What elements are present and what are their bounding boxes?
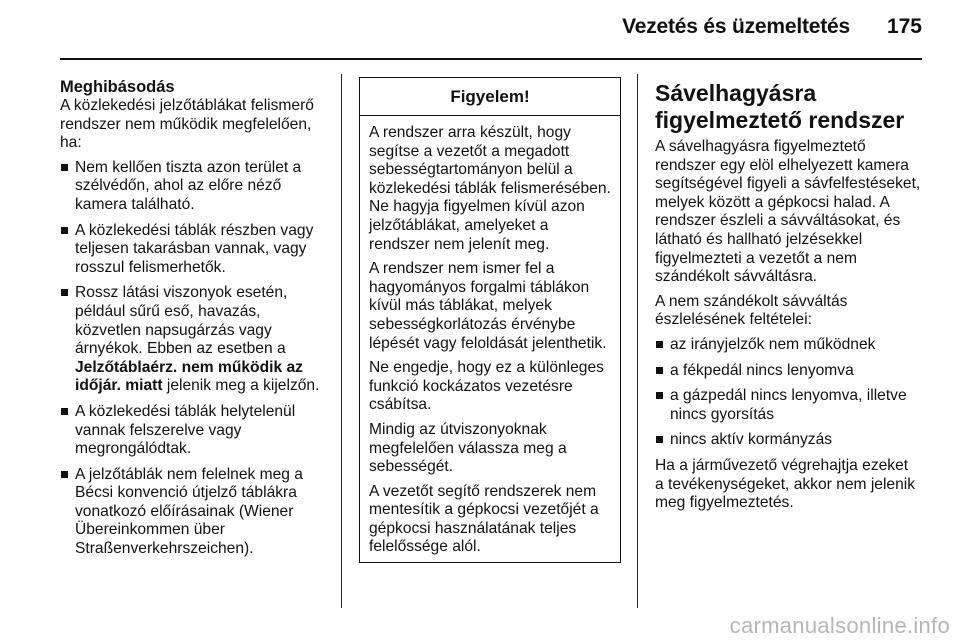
list-item: az irányjelzők nem működnek [655, 336, 921, 355]
warning-body [360, 116, 620, 557]
warning-title: Figyelem! [360, 78, 620, 116]
bullet-square-icon [656, 392, 663, 399]
warning-paragraph: Ne engedje, hogy ez a különleges funkció kockázatos vezetésre csábítsa. [369, 359, 604, 414]
page-title: Vezetés és üzemeltetés [622, 15, 850, 38]
list-item: a gázpedál nincs lenyomva, illetve nincs gyorsítás [655, 387, 921, 424]
list-item: Nem kellően tiszta azon terület a szélvédőn, ahol az előre néző kamera található. [60, 159, 328, 215]
header-divider [60, 58, 922, 60]
list-item: A jelzőtáblák nem felelnek meg a Bécsi konvenció útjelző táblákra vonatkozó előírásainak (Wiener Übereinkommen über Straßenverkehrszeichen). [60, 466, 328, 559]
lane-paragraph: Ha a járművezető végrehajtja ezeket a tevékenységeket, akkor nem jelenik meg figyelmeztetés. [655, 456, 916, 512]
warning-paragraph: A rendszer arra készült, hogy segítse a vezetőt a megadott sebességtartományon belül a közlekedési táblák felismerésében. Ne hagyja figyelmen kívül azon jelzőtáblákat, amelyeket a rendszer nem jelenít meg. [369, 124, 611, 253]
bullet-square-icon [61, 408, 68, 415]
warning-paragraph: A rendszer nem ismer fel a hagyományos forgalmi táblákon kívül más táblákat, melyek sebességkorlátozás érvénybe lépését vagy feloldását jelenthetik. [369, 260, 607, 352]
list-item: nincs aktív kormányzás [655, 431, 921, 450]
right-column [655, 80, 921, 519]
section-heading-lane-departure: Sávelhagyásra figyelmeztető rendszer [655, 80, 905, 133]
page-number: 175 [886, 15, 922, 38]
page-header [0, 0, 960, 62]
section-heading-malfunction: Meghibásodás [60, 78, 175, 96]
list-item: a fékpedál nincs lenyomva [655, 362, 921, 381]
display-message: Jelzőtáblaérz. nem működik az időjár. miatt [75, 358, 303, 395]
lane-conditions-list [655, 336, 921, 450]
warning-paragraph: A vezetőt segítő rendszerek nem mentesítik a gépkocsi vezetőjét a gépkocsi használatának teljes felelőssége alól. [369, 482, 599, 556]
list-item: Rossz látási viszonyok esetén, például sűrű eső, havazás, közvetlen napsugárzás vagy árnyékok. Ebben az esetben a Jelzőtáblaérz. nem működik az időjár. miatt jelenik meg a kijelzőn. [60, 284, 328, 396]
bullet-square-icon [61, 227, 68, 234]
bullet-square-icon [61, 289, 68, 296]
bullet-square-icon [656, 436, 663, 443]
bullet-square-icon [61, 164, 68, 171]
malfunction-list [60, 159, 328, 559]
warning-box [359, 77, 621, 563]
left-column [60, 78, 328, 566]
list-item: A közlekedési táblák részben vagy teljesen takarásban vannak, vagy rosszul felismerhetők. [60, 222, 328, 278]
column-divider-left [341, 74, 342, 608]
lane-paragraph: A sávelhagyásra figyelmeztető rendszer egy elöl elhelyezett kamera segítségével figyeli a sávfelfestéseket, melyek között a gépkocsi halad. A rendszer észleli a sávváltásokat, és látható és hallható jelzésekkel figyelmezteti a vezetőt a nem szándékolt sávváltásra. [655, 138, 921, 286]
warning-paragraph: Mindig az útviszonyoknak megfelelően válassza meg a sebességét. [369, 420, 567, 476]
bullet-square-icon [61, 471, 68, 478]
bullet-square-icon [656, 367, 663, 374]
malfunction-intro: A közlekedési jelzőtáblákat felismerő rendszer nem működik megfelelően, ha: [60, 97, 314, 152]
list-item: A közlekedési táblák helytelenül vannak felszerelve vagy megrongálódtak. [60, 403, 328, 459]
column-divider-right [637, 74, 638, 608]
bullet-square-icon [656, 341, 663, 348]
watermark: carmanualsonline.info [729, 613, 950, 638]
lane-paragraph: A nem szándékolt sávváltás észlelésének feltételei: [655, 292, 848, 329]
